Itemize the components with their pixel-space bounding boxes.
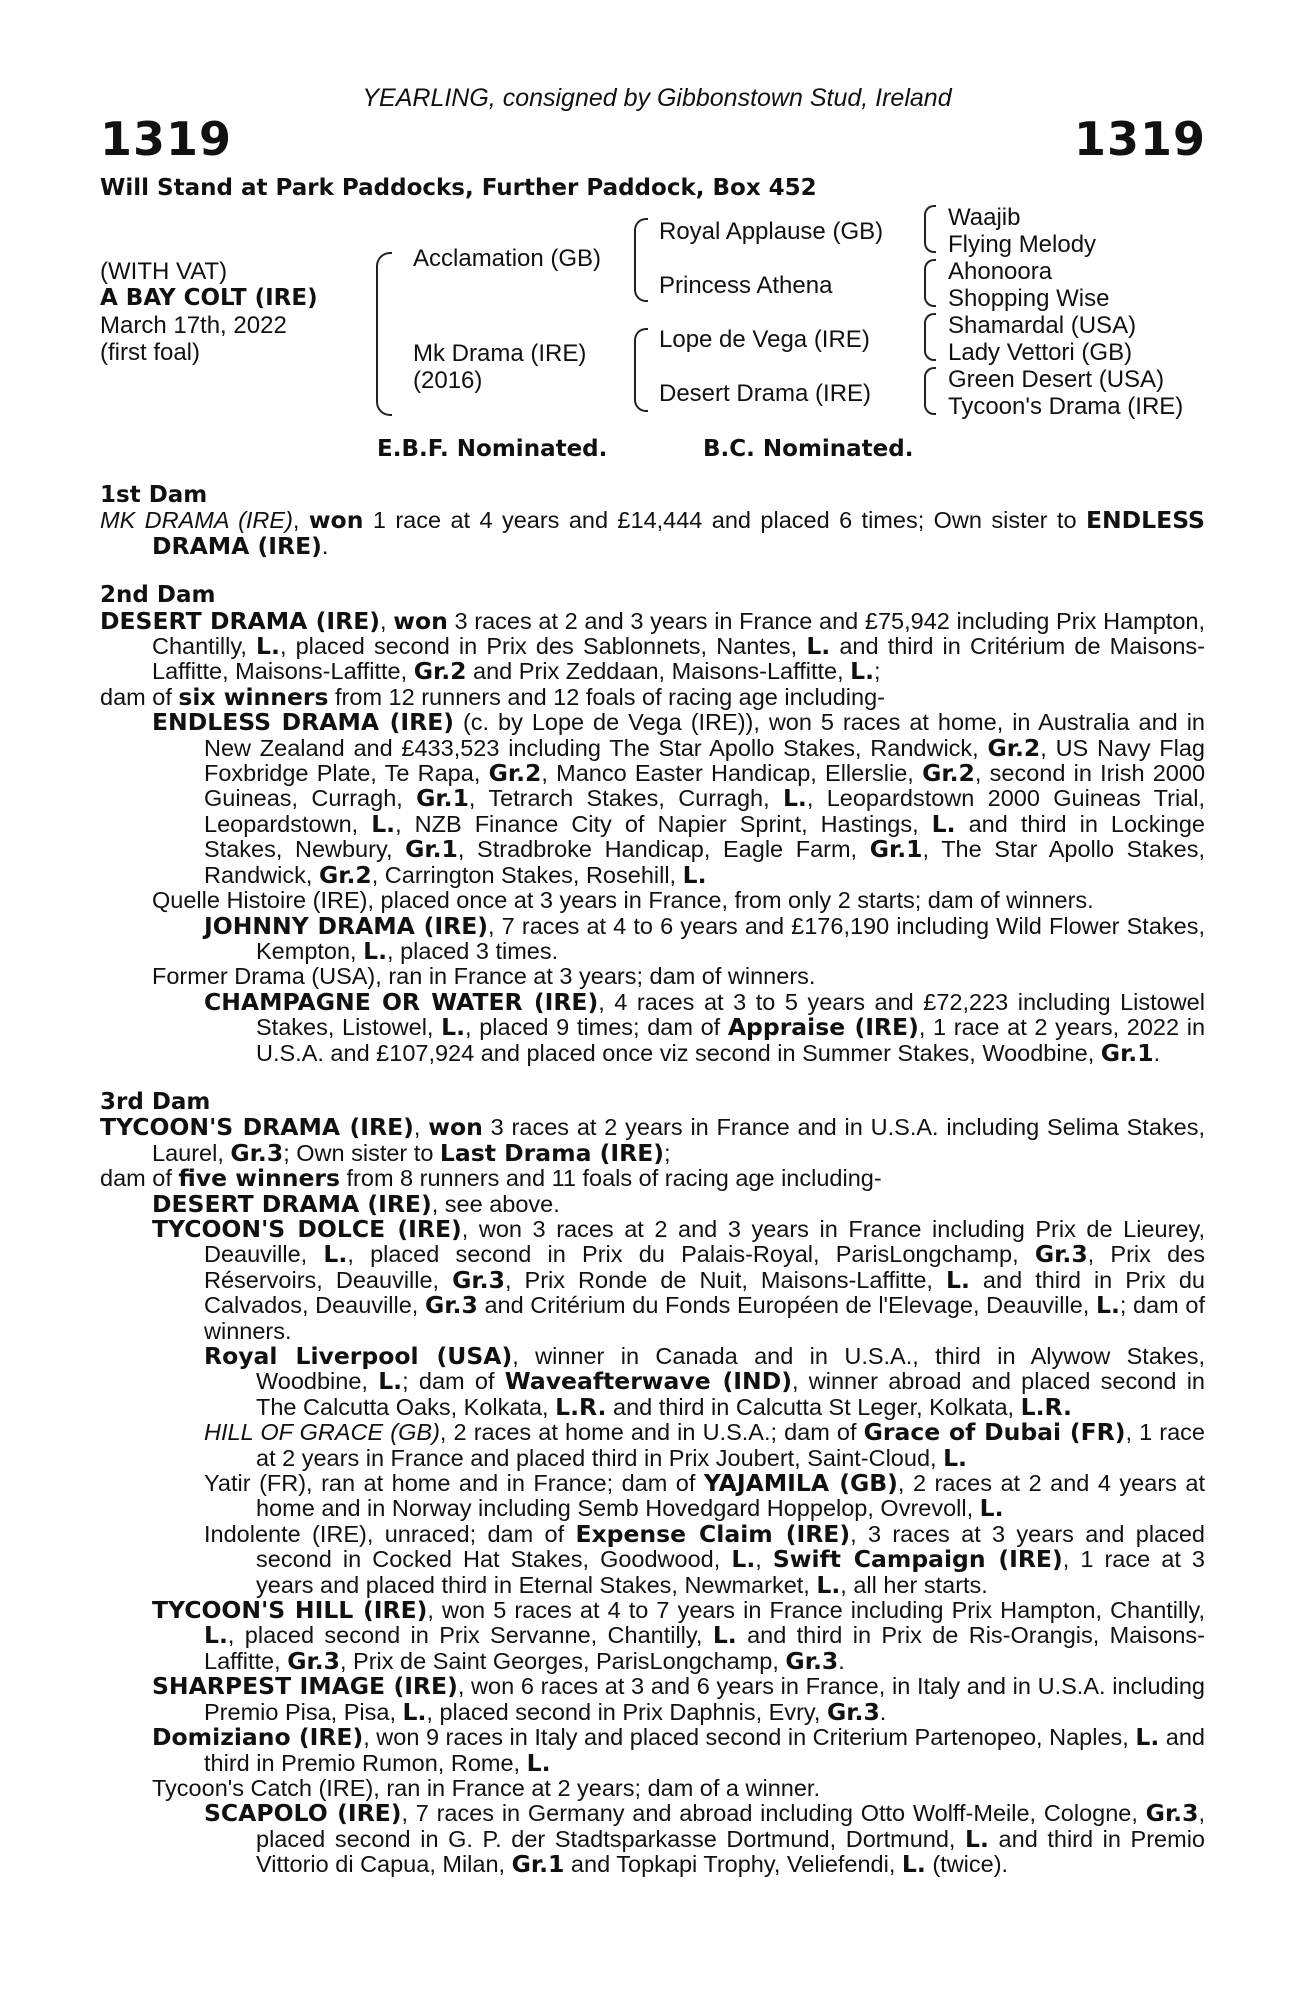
text-run: ,: [755, 1546, 773, 1573]
text-run: L.R.: [1020, 1392, 1072, 1421]
bc-nomination: B.C. Nominated.: [703, 436, 914, 462]
text-run: L.: [945, 1265, 970, 1294]
text-run: Tycoon's Catch (IRE), ran in France at 2 years; dam of a winner.: [152, 1774, 820, 1801]
pedigree-paragraph: [100, 1166, 1205, 1191]
text-run: DESERT DRAMA (IRE): [152, 1189, 432, 1218]
pedigree-paragraph: [100, 1115, 1205, 1166]
text-run: ; dam of winners.: [204, 1292, 1206, 1344]
text-run: (c. by Lope de Vega (IRE)), won 5 races at home, in Australia and in New Zealand and £433,523 including The Star Apollo Stakes, Randwick,: [204, 709, 1205, 761]
text-run: ; Own sister to: [283, 1139, 440, 1166]
text-run: CHAMPAGNE OR WATER (IRE): [204, 987, 599, 1016]
text-run: Gr.2: [922, 759, 975, 788]
stand-location: Will Stand at Park Paddocks, Further Paddock, Box 452: [100, 175, 817, 201]
gen4-ancestor: Waajib: [948, 204, 1021, 231]
text-run: Gr.2: [987, 733, 1041, 762]
text-run: , Manco Easter Handicap, Ellerslie,: [541, 760, 923, 787]
text-run: , placed second in Prix Servanne, Chantilly,: [227, 1622, 713, 1649]
text-run: L.: [371, 809, 396, 838]
gen4-ancestor: Green Desert (USA): [948, 366, 1165, 393]
text-run: Expense Claim (IRE): [575, 1519, 851, 1548]
text-run: , 4 races at 3 to 5 years and £72,223 including Listowel Stakes, Listowel,: [256, 988, 1205, 1041]
pedigree-paragraph: [100, 987, 1206, 1067]
pedigree-paragraph: [100, 1725, 1205, 1776]
text-run: L.: [979, 1494, 1004, 1523]
text-run: Indolente (IRE), unraced; dam of: [204, 1520, 576, 1547]
text-run: L.: [526, 1748, 551, 1777]
pedigree-paragraph: [100, 682, 1205, 711]
text-run: L.: [682, 860, 707, 889]
text-run: Gr.1: [869, 835, 923, 864]
text-run: TYCOON'S DOLCE (IRE): [152, 1214, 462, 1243]
text-run: Gr.1: [405, 835, 458, 864]
text-run: Gr.2: [413, 657, 467, 686]
pedigree-paragraph: [100, 710, 1205, 888]
pedigree-brace-gen1: [376, 252, 392, 416]
text-run: Gr.3: [785, 1646, 839, 1675]
pedigree-paragraph: [100, 1801, 1205, 1877]
text-run: SCAPOLO (IRE): [204, 1799, 402, 1828]
text-run: L.: [816, 1570, 841, 1599]
text-run: and third in Premio Rumon, Rome,: [204, 1724, 1205, 1776]
text-run: L.: [965, 1824, 989, 1853]
text-run: , winner abroad and placed second in The Calcutta Oaks, Kolkata,: [256, 1368, 1206, 1420]
text-run: Grace of Dubai (FR): [863, 1418, 1126, 1447]
text-run: , see above.: [431, 1190, 560, 1217]
text-run: Gr.1: [511, 1850, 565, 1879]
text-run: YAJAMILA (GB): [703, 1469, 898, 1498]
text-run: MK DRAMA (IRE): [100, 507, 293, 534]
text-run: HILL OF GRACE (GB): [204, 1419, 440, 1446]
text-run: ENDLESS DRAMA (IRE): [152, 506, 1205, 560]
text-run: , NZB Finance City of Napier Sprint, Hastings,: [395, 810, 932, 837]
pedigree-paragraph: [100, 508, 1205, 559]
text-run: ;: [664, 1139, 671, 1166]
text-run: L.: [943, 1443, 967, 1472]
gen4-ancestor: Flying Melody: [948, 231, 1097, 258]
pedigree-paragraph: [100, 911, 1205, 965]
text-run: L.: [782, 784, 807, 813]
vat-note: (WITH VAT): [100, 258, 228, 285]
text-run: , Prix des Réservoirs, Deauville,: [204, 1241, 1205, 1293]
text-run: dam of: [100, 1165, 179, 1192]
text-run: Appraise (IRE): [727, 1013, 919, 1042]
text-run: DESERT DRAMA (IRE): [100, 606, 381, 635]
dam-sire: Lope de Vega (IRE): [659, 326, 870, 353]
text-run: Gr.3: [424, 1291, 478, 1320]
pedigree-paragraph: [100, 1674, 1205, 1725]
text-run: L.: [441, 1013, 466, 1042]
text-run: L.: [378, 1367, 403, 1396]
text-run: , Prix de Saint Georges, ParisLongchamp,: [340, 1647, 786, 1674]
pedigree-paragraph: [100, 1776, 1205, 1801]
text-run: , placed 3 times.: [387, 937, 559, 964]
text-run: TYCOON'S HILL (IRE): [152, 1596, 428, 1625]
gen4-ancestor: Shamardal (USA): [948, 312, 1137, 339]
section-heading: 2nd Dam: [100, 582, 216, 609]
text-run: Domiziano (IRE): [152, 1723, 364, 1752]
text-run: L.: [1135, 1723, 1160, 1752]
text-run: and third in Prix du Calvados, Deauville,: [204, 1266, 1205, 1319]
text-run: won: [428, 1113, 483, 1142]
text-run: L.: [323, 1240, 348, 1269]
pedigree-paragraph: [100, 1189, 1205, 1218]
text-run: won: [393, 606, 448, 635]
consignment-line: YEARLING, consigned by Gibbonstown Stud, Ireland: [362, 84, 952, 112]
text-run: , Prix Ronde de Nuit, Maisons-Laffitte,: [504, 1266, 946, 1293]
lot-number-left: 1319: [100, 112, 233, 166]
text-run: , winner in Canada and in U.S.A., third in Alywow Stakes, Woodbine,: [256, 1343, 1206, 1395]
pedigree-brace-sire: [634, 218, 648, 302]
text-run: Gr.1: [416, 784, 469, 813]
lot-number-right: 1319: [1073, 112, 1206, 166]
text-run: , all her starts.: [840, 1571, 988, 1598]
text-run: , second in Irish 2000 Guineas, Curragh,: [204, 760, 1206, 812]
text-run: and Prix Zeddaan, Maisons-Laffitte,: [466, 658, 851, 685]
text-run: Gr.3: [230, 1138, 284, 1167]
text-run: Former Drama (USA), ran in France at 3 years; dam of winners.: [152, 963, 816, 990]
text-run: dam of: [100, 683, 179, 710]
text-run: , The Star Apollo Stakes, Randwick,: [204, 836, 1206, 888]
text-run: won: [308, 506, 364, 535]
text-run: 3 races at 2 years in France and in U.S.A. including Selima Stakes, Laurel,: [152, 1114, 1205, 1166]
text-run: , won 3 races at 2 and 3 years in France including Prix de Lieurey, Deauville,: [204, 1215, 1205, 1268]
text-run: L.: [901, 1850, 926, 1879]
text-run: Gr.3: [1034, 1240, 1088, 1269]
pedigree-brace-dam: [634, 328, 648, 412]
gen4-ancestor: Lady Vettori (GB): [948, 339, 1133, 366]
text-run: (twice).: [925, 1851, 1009, 1878]
text-run: , won 5 races at 4 to 7 years in France including Prix Hampton, Chantilly,: [427, 1597, 1205, 1624]
pedigree-brace-gen4-1: [924, 205, 936, 253]
pedigree-brace-gen4-2: [924, 259, 936, 307]
foaling-date: March 17th, 2022: [100, 312, 287, 339]
text-run: Gr.2: [318, 860, 372, 889]
text-run: and third in Prix de Ris-Orangis, Maisons-Laffitte,: [204, 1622, 1205, 1674]
text-run: , Leopardstown 2000 Guineas Trial, Leopardstown,: [204, 785, 1205, 837]
produce-record: [100, 483, 1205, 1878]
text-run: ; dam of: [402, 1368, 505, 1395]
text-run: , US Navy Flag Foxbridge Plate, Te Rapa,: [204, 734, 1205, 787]
text-run: , Tetrarch Stakes, Curragh,: [468, 785, 783, 812]
text-run: Gr.3: [452, 1265, 505, 1294]
text-run: and third in Premio Vittorio di Capua, Milan,: [256, 1825, 1205, 1878]
text-run: L.: [731, 1545, 756, 1574]
pedigree-brace-gen4-4: [924, 367, 936, 415]
text-run: L.: [806, 632, 831, 661]
sire-sire: Royal Applause (GB): [659, 218, 884, 245]
text-run: L.: [1095, 1291, 1120, 1320]
ebf-nomination: E.B.F. Nominated.: [377, 436, 608, 462]
text-run: ,: [380, 607, 394, 634]
text-run: L.R.: [555, 1392, 607, 1421]
text-run: , won 6 races at 3 and 6 years in France, in Italy and in U.S.A. including Premio Pisa, Pisa,: [204, 1673, 1205, 1725]
pedigree-paragraph: [100, 964, 1205, 989]
text-run: ,: [292, 507, 309, 534]
text-run: , 1 race at 2 years, 2022 in U.S.A. and £107,924 and placed once viz second in Summer Stakes, Woodbine,: [256, 1014, 1206, 1066]
dam-year: (2016): [413, 367, 483, 394]
pedigree-paragraph: [100, 1420, 1205, 1471]
text-run: , placed second in G. P. der Stadtsparkasse Dortmund, Dortmund,: [256, 1800, 1205, 1852]
pedigree-paragraph: [100, 888, 1205, 913]
pedigree-paragraph: [100, 1471, 1205, 1522]
text-run: L.: [850, 657, 875, 686]
text-run: and third in Lockinge Stakes, Newbury,: [204, 810, 1205, 863]
text-run: , 1 race at 2 years in France and placed third in Prix Joubert, Saint-Cloud,: [256, 1419, 1205, 1471]
text-run: and Critérium du Fonds Européen de l'Elevage, Deauville,: [477, 1292, 1096, 1319]
text-run: , placed 9 times; dam of: [465, 1014, 728, 1041]
text-run: .: [879, 1698, 887, 1725]
text-run: , placed second in Prix Daphnis, Evry,: [426, 1698, 827, 1725]
text-run: , Stradbroke Handicap, Eagle Farm,: [457, 836, 870, 863]
sire-dam: Princess Athena: [659, 272, 833, 299]
gen4-ancestor: Shopping Wise: [948, 285, 1110, 312]
text-run: 1 race at 4 years and £14,444 and placed 6 times; Own sister to: [363, 507, 1086, 534]
gen4-ancestor: Ahonoora: [948, 258, 1053, 285]
text-run: .: [1153, 1039, 1161, 1066]
text-run: , 1 race at 3 years and placed third in Eternal Stakes, Newmarket,: [256, 1546, 1205, 1598]
text-run: L.: [712, 1621, 737, 1650]
text-run: six winners: [178, 682, 329, 711]
text-run: L.: [402, 1697, 427, 1726]
text-run: , 2 races at home and in U.S.A.; dam of: [439, 1419, 864, 1446]
text-run: , 7 races at 4 to 6 years and £176,190 including Wild Flower Stakes, Kempton,: [256, 912, 1205, 964]
dam-dam: Desert Drama (IRE): [659, 380, 872, 407]
horse-name: A BAY COLT (IRE): [100, 285, 318, 311]
text-run: Waveafterwave (IND): [504, 1367, 792, 1396]
text-run: and third in Critérium de Maisons-Laffitte, Maisons-Laffitte,: [152, 633, 1205, 685]
sire: Acclamation (GB): [413, 245, 602, 272]
text-run: Swift Campaign (IRE): [772, 1545, 1063, 1574]
text-run: , placed second in Prix des Sablonnets, Nantes,: [279, 633, 807, 660]
text-run: Gr.3: [287, 1646, 340, 1675]
text-run: ,: [413, 1114, 429, 1141]
section-heading: 1st Dam: [100, 482, 208, 508]
text-run: five winners: [178, 1164, 340, 1193]
text-run: TYCOON'S DRAMA (IRE): [100, 1113, 414, 1142]
text-run: ;: [874, 658, 881, 685]
text-run: from 8 runners and 11 foals of racing age including-: [339, 1165, 882, 1192]
text-run: , Carrington Stakes, Rosehill,: [371, 861, 683, 888]
pedigree-paragraph: [100, 1598, 1205, 1674]
text-run: Yatir (FR), ran at home and in France; dam of: [204, 1470, 704, 1497]
pedigree-paragraph: [100, 606, 1205, 686]
text-run: , 2 races at 2 and 4 years at home and in Norway including Semb Hovedgard Hoppelop, Ovrevoll,: [256, 1470, 1205, 1522]
text-run: L.: [931, 809, 956, 838]
dam: Mk Drama (IRE): [413, 340, 587, 367]
text-run: Gr.1: [1100, 1038, 1154, 1067]
text-run: .: [838, 1647, 845, 1674]
pedigree-brace-gen4-3: [924, 313, 936, 361]
text-run: Last Drama (IRE): [439, 1138, 665, 1167]
text-run: 3 races at 2 and 3 years in France and £75,942 including Prix Hampton, Chantilly,: [152, 607, 1205, 660]
section-heading: 3rd Dam: [100, 1088, 211, 1115]
pedigree-paragraph: [100, 1214, 1206, 1344]
text-run: , placed second in Prix du Palais-Royal, ParisLongchamp,: [347, 1241, 1035, 1268]
text-run: , won 9 races in Italy and placed second in Criterium Partenopeo, Naples,: [363, 1724, 1136, 1751]
text-run: and Topkapi Trophy, Veliefendi,: [564, 1851, 902, 1878]
text-run: ENDLESS DRAMA (IRE): [152, 708, 455, 737]
text-run: L.: [256, 632, 280, 661]
text-run: Quelle Histoire (IRE), placed once at 3 years in France, from only 2 starts; dam of winners.: [152, 887, 1094, 914]
text-run: .: [321, 532, 329, 559]
text-run: L.: [363, 936, 388, 965]
text-run: from 12 runners and 12 foals of racing age including-: [328, 683, 885, 710]
gen4-ancestor: Tycoon's Drama (IRE): [948, 393, 1184, 420]
text-run: Gr.3: [1145, 1799, 1199, 1828]
text-run: SHARPEST IMAGE (IRE): [152, 1672, 458, 1701]
text-run: Gr.2: [488, 759, 542, 788]
foal-note: (first foal): [100, 339, 201, 366]
text-run: , 3 races at 3 years and placed second in Cocked Hat Stakes, Goodwood,: [256, 1520, 1205, 1573]
text-run: Gr.3: [826, 1697, 880, 1726]
text-run: and third in Calcutta St Leger, Kolkata,: [606, 1393, 1021, 1420]
text-run: Royal Liverpool (USA): [204, 1342, 513, 1370]
text-run: L.: [204, 1621, 228, 1650]
pedigree-paragraph: [100, 1519, 1205, 1599]
text-run: , 7 races in Germany and abroad including Otto Wolff-Meile, Cologne,: [401, 1800, 1146, 1827]
pedigree-paragraph: [100, 1344, 1205, 1420]
text-run: JOHNNY DRAMA (IRE): [204, 911, 489, 940]
